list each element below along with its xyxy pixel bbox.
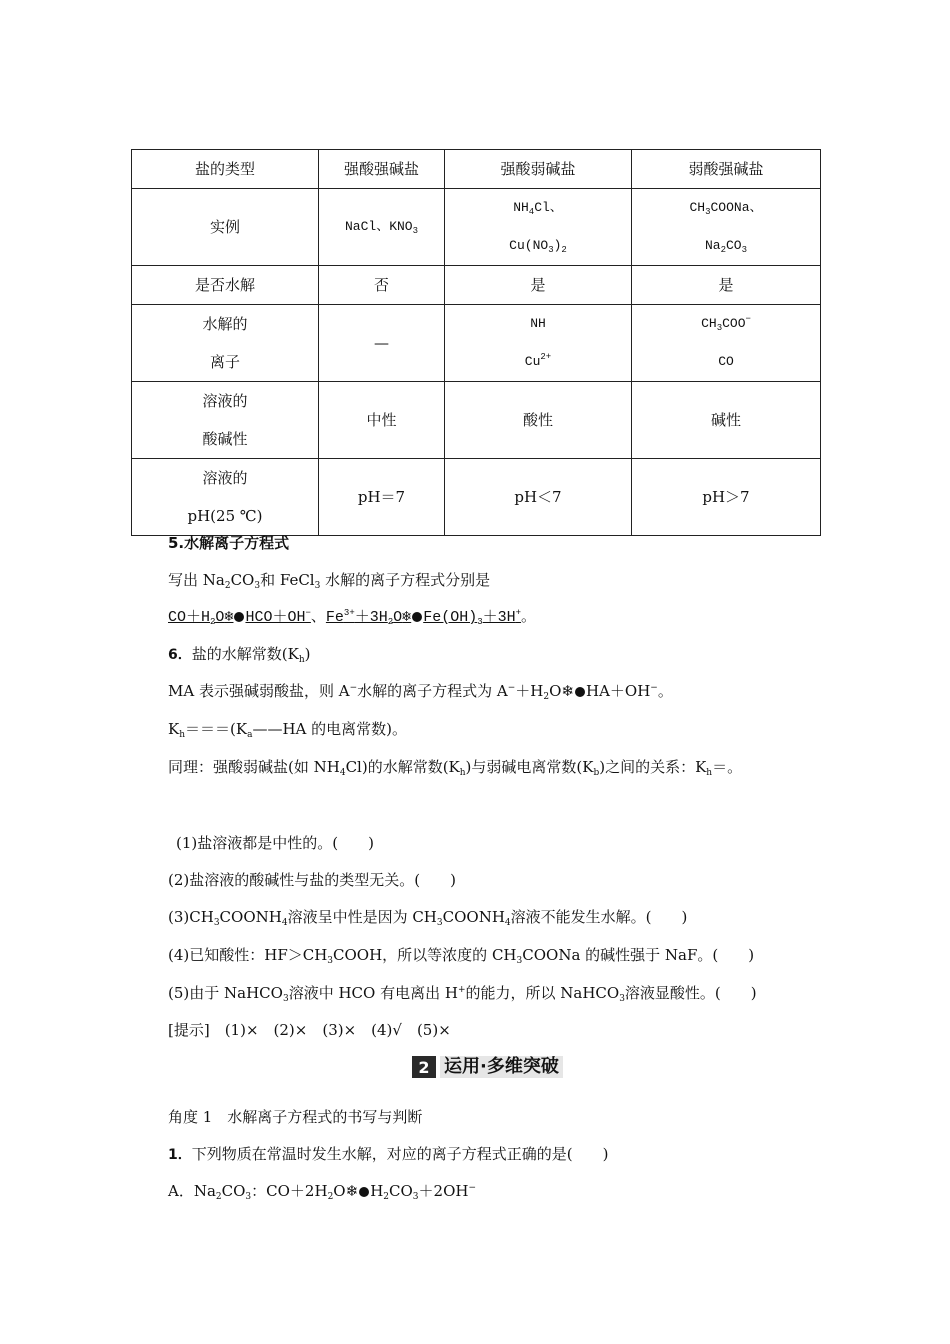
reversible-arrow-icon: ❄ — [346, 1182, 371, 1200]
table-cell: NH $Cu^{2+}$ — [445, 305, 632, 382]
table-row-hydrolysis — [132, 266, 821, 305]
table-header-cell: 盐的类型 — [132, 150, 319, 189]
judge-q5: (5)由于 NaHCO$_3$溶液中 HCO 有电离出 H+的能力，所以 NaHCO$_3$溶液显酸性。( ) — [168, 984, 757, 1004]
row-label: 实例 — [132, 189, 319, 266]
table-cell: 是 — [632, 266, 821, 305]
table-row-acidity — [132, 382, 821, 459]
section-number-badge: 2 — [412, 1056, 436, 1078]
section6-line2: $K_h===(K_a——HA$ 的电离常数)。 — [168, 720, 407, 740]
judge-hint: [提示] (1)× (2)× (3)× (4)√ (5)× — [168, 1021, 451, 1039]
row-label: 是否水解 — [132, 266, 319, 305]
table-row-example — [132, 189, 821, 266]
judge-q2: (2)盐溶液的酸碱性与盐的类型无关。( ) — [168, 871, 456, 889]
angle-title: 角度 1 水解离子方程式的书写与判断 — [168, 1108, 423, 1126]
reversible-arrow-icon: ❄ — [402, 609, 423, 626]
table-header-row — [132, 150, 821, 189]
table-cell: pH＞7 — [632, 459, 821, 536]
question-1-option-a: A．$Na_2CO_3$：$CO+2H_2O❄$ $H_2CO_3+2OH^-$ — [168, 1182, 477, 1202]
section-banner — [412, 1056, 563, 1078]
reversible-arrow-icon: ❄ — [224, 609, 245, 626]
table-cell: pH＝7 — [319, 459, 445, 536]
table-header-cell: 弱酸强碱盐 — [632, 150, 821, 189]
table-cell: pH＜7 — [445, 459, 632, 536]
table-cell: $CH_3COO^-$ CO — [632, 305, 821, 382]
section5-equations: $CO+H_2O❄$ HCO＋OH−、$Fe^{3+}+3H_2O❄$ $Fe(OH)_3+3H^+$。 — [168, 608, 537, 627]
example-strong-acid-weak-base: $NH_4Cl$、 $Cu(NO_3)_2$ — [445, 189, 632, 266]
table-row-ph — [132, 459, 821, 536]
judge-q4: (4)已知酸性：$HF>CH_3COOH$，所以等浓度的 $CH_3COONa$ 的碱性强于 NaF。( ) — [168, 946, 755, 966]
judge-q1: (1)盐溶液都是中性的。( ) — [176, 834, 374, 852]
example-weak-acid-strong-base: $CH_3COONa$、 $Na_2CO_3$ — [632, 189, 821, 266]
table-header-cell: 强酸强碱盐 — [319, 150, 445, 189]
section-banner-title: 运用·多维突破 — [440, 1056, 563, 1078]
table-cell: 否 — [319, 266, 445, 305]
row-label: 溶液的 pH(25 ℃) — [132, 459, 319, 536]
table-cell: 是 — [445, 266, 632, 305]
salt-hydrolysis-table — [131, 149, 821, 536]
table-cell: 碱性 — [632, 382, 821, 459]
section5-heading: 5.水解离子方程式 — [168, 534, 290, 552]
table-cell: 酸性 — [445, 382, 632, 459]
row-label: 水解的 离子 — [132, 305, 319, 382]
example-strong-strong: NaCl、$KNO_3$ — [319, 189, 445, 266]
table-cell: — — [319, 305, 445, 382]
reversible-arrow-icon: ❄ — [561, 682, 586, 700]
table-row-ions — [132, 305, 821, 382]
section6-line1: MA 表示强碱弱酸盐，则 A−水解的离子方程式为 $A^-+H_2O❄$ HA＋OH−。 — [168, 682, 673, 702]
section6-heading: 6．盐的水解常数$(K_h)$ — [168, 645, 311, 665]
section5-intro: 写出 $Na_2CO_3$和 FeCl$_3$ 水解的离子方程式分别是 — [168, 571, 491, 591]
question-1: 1．下列物质在常温时发生水解，对应的离子方程式正确的是( ) — [168, 1145, 609, 1163]
section6-line3: 同理：强酸弱碱盐(如 $NH_4Cl$)的水解常数$(K_h)$与弱碱电离常数$(K_b)$之间的关系：$K_h=$。 — [168, 758, 743, 778]
table-header-cell: 强酸弱碱盐 — [445, 150, 632, 189]
table-cell: 中性 — [319, 382, 445, 459]
judge-q3: $(3)CH_3COONH_4$溶液呈中性是因为 $CH_3COONH_4$溶液不能发生水解。( ) — [168, 908, 688, 928]
row-label: 溶液的 酸碱性 — [132, 382, 319, 459]
